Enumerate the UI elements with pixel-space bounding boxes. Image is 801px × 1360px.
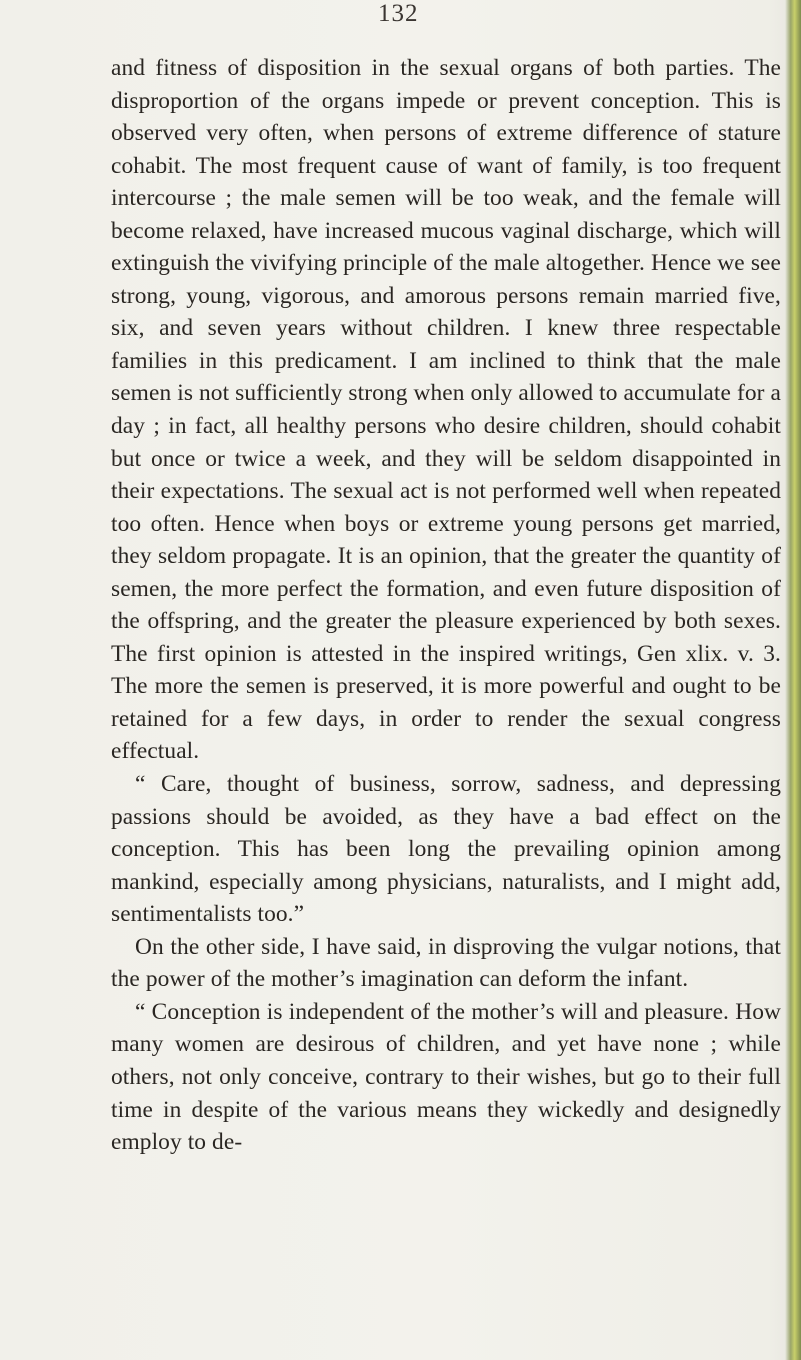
page-body-text — [111, 52, 781, 1159]
paragraph-4: “ Conception is independent of the mother’s will and pleasure. How many women are desirous of children, and yet have none ; while others, not only conceive, contrary to their wishes, but go to their full time in despite of the various means they wickedly and designedly employ to de- — [111, 998, 781, 1156]
page-number: 132 — [378, 0, 419, 27]
paragraph-2: “ Care, thought of business, sorrow, sadness, and depressing passions should be avoided, as they have a bad effect on the conception. This has been long the prevailing opinion among mankind, especially among physicians, naturalists, and I might add, sentimentalists too.” — [111, 771, 781, 928]
paragraph-1: and fitness of disposition in the sexual organs of both parties. The disproportion of the organs impede or prevent conception. This is observed very often, when persons of extreme difference of stature cohabit. The most frequent cause of want of family, is too frequent intercourse ; the male semen will be too weak, and the female will become relaxed, have increased mucous vaginal discharge, which will extinguish the vivifying principle of the male altogether. Hence we see strong, young, vigorous, and amorous persons remain married five, six, and seven years without children. I knew three respectable families in this predicament. I am inclined to think that the male semen is not sufficiently strong when only allowed to accumulate for a day ; in fact, all healthy persons who desire children, should cohabit but once or twice a week, and they will be seldom disappointed in their expectations. The sexual act is not performed well when repeated too often. Hence when boys or extreme young persons get married, they seldom propagate. It is an opinion, that the greater the quantity of semen, the more perfect the formation, and even future disposition of the offspring, and the greater the pleasure experienced by both sexes. The first opinion is attested in the inspired writings, Gen xlix. v. 3. The more the semen is preserved, it is more powerful and ought to be retained for a few days, in order to render the sexual congress effectual. — [111, 55, 781, 765]
page-edge-binding — [785, 0, 801, 1360]
paragraph-3: On the other side, I have said, in disproving the vulgar notions, that the power of the mother’s imagination can deform the infant. — [111, 933, 781, 993]
